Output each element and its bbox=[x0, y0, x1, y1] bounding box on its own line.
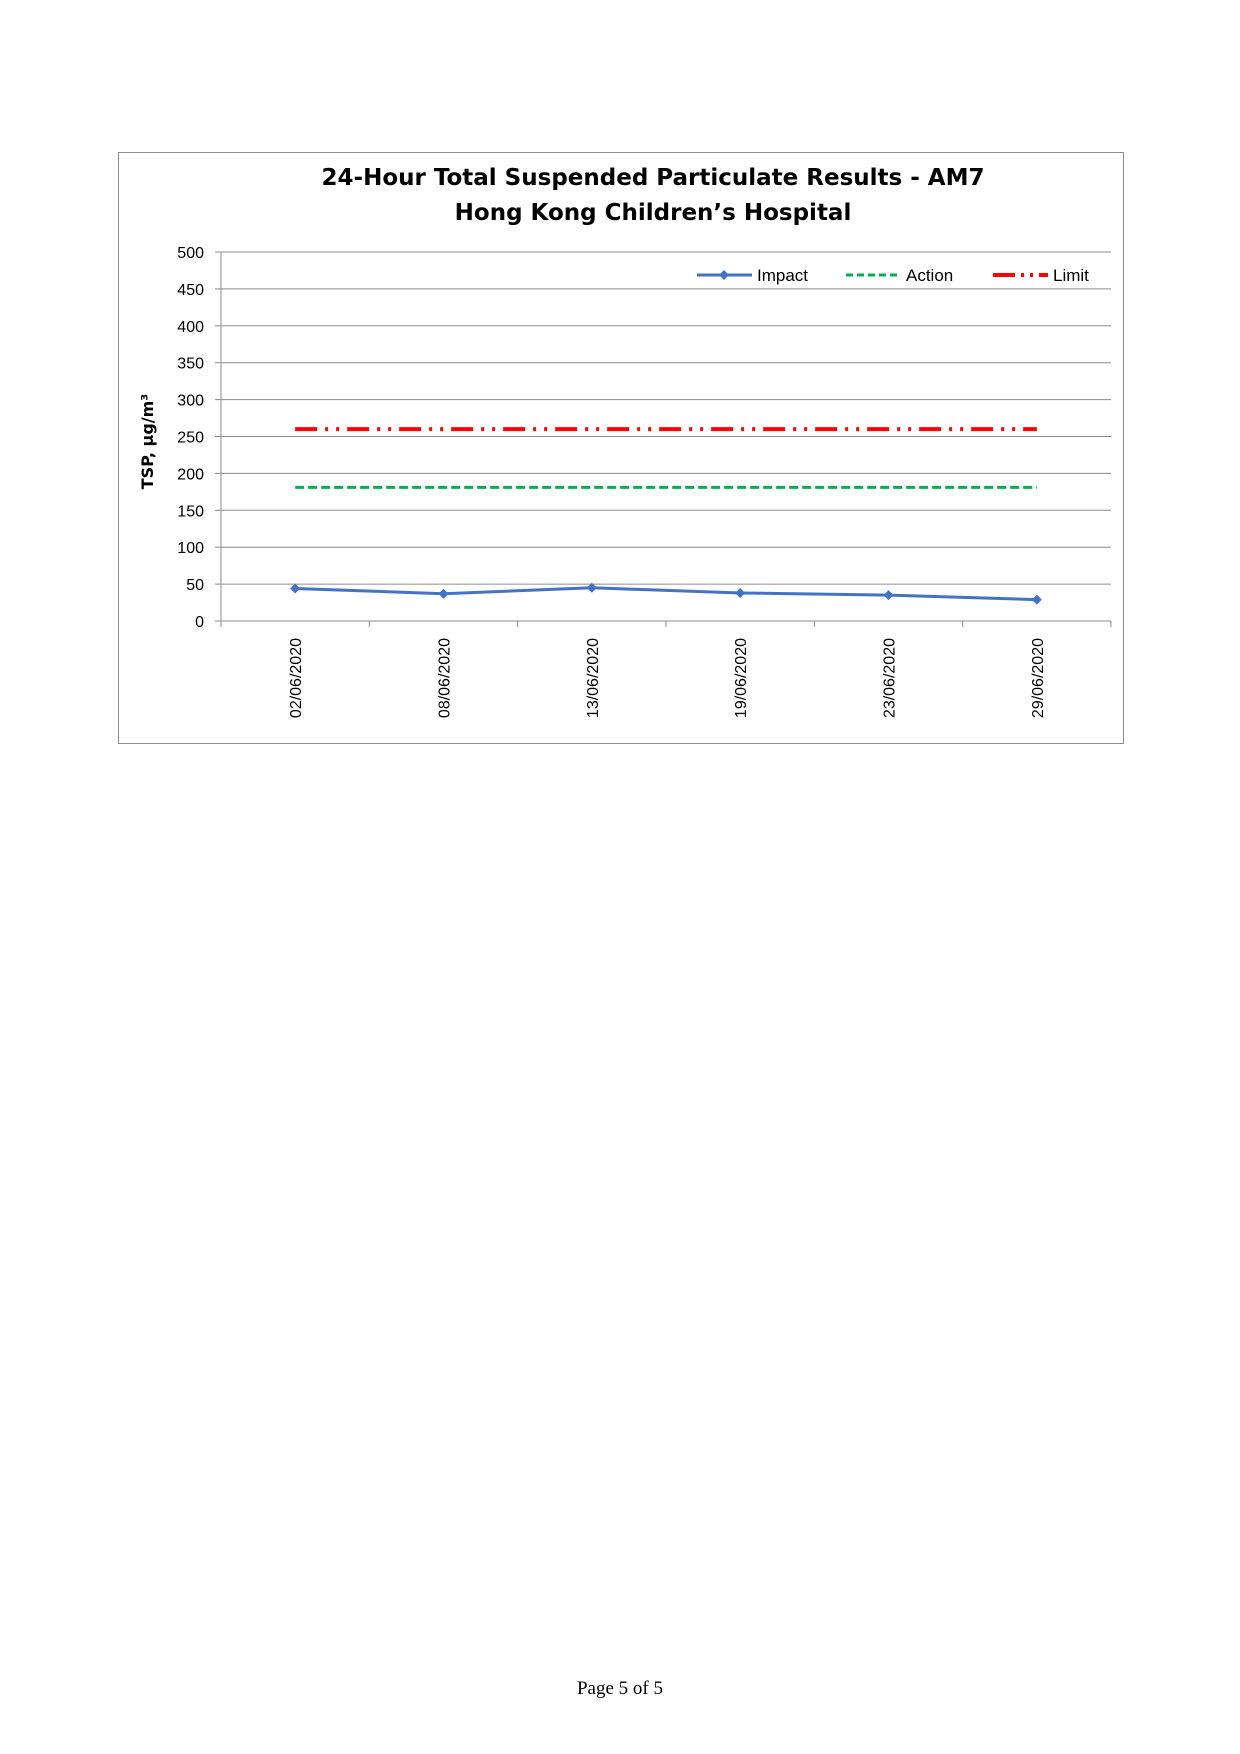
y-tick-label: 100 bbox=[177, 540, 204, 558]
y-tick-label: 450 bbox=[177, 281, 204, 299]
y-tick-label: 50 bbox=[186, 577, 204, 595]
legend-marker-impact bbox=[719, 270, 729, 280]
y-tick-label: 300 bbox=[177, 392, 204, 410]
y-tick-label: 400 bbox=[177, 318, 204, 336]
series bbox=[290, 429, 1042, 604]
y-axis-label: TSP, µg/m³ bbox=[138, 393, 157, 490]
chart-subtitle: Hong Kong Children’s Hospital bbox=[454, 200, 852, 226]
data-point-impact bbox=[884, 590, 894, 600]
x-tick-label: 08/06/2020 bbox=[436, 638, 454, 719]
x-tick-label: 02/06/2020 bbox=[288, 638, 306, 719]
legend bbox=[697, 266, 1089, 285]
y-tick-label: 0 bbox=[195, 614, 204, 631]
grid bbox=[221, 252, 1111, 584]
chart-title: 24-Hour Total Suspended Particulate Results - AM7 bbox=[321, 165, 985, 191]
y-tick-label: 200 bbox=[177, 466, 204, 484]
data-point-impact bbox=[1032, 595, 1042, 605]
y-tick-label: 500 bbox=[177, 245, 204, 262]
page-number: Page 5 of 5 bbox=[576, 1678, 663, 1699]
data-point-impact bbox=[439, 589, 449, 599]
y-tick-label: 350 bbox=[177, 355, 204, 373]
data-point-impact bbox=[290, 584, 300, 594]
x-tick-label: 23/06/2020 bbox=[881, 638, 899, 719]
y-tick-label: 150 bbox=[177, 503, 204, 521]
axes bbox=[177, 245, 1111, 718]
y-tick-label: 250 bbox=[177, 429, 204, 447]
series-line-impact bbox=[295, 588, 1037, 600]
legend-label-action: Action bbox=[906, 266, 954, 285]
x-tick-label: 29/06/2020 bbox=[1029, 638, 1047, 719]
x-tick-label: 13/06/2020 bbox=[584, 638, 602, 719]
x-tick-label: 19/06/2020 bbox=[733, 638, 751, 719]
data-point-impact bbox=[735, 588, 745, 598]
legend-label-limit: Limit bbox=[1053, 266, 1089, 285]
legend-label-impact: Impact bbox=[757, 266, 809, 285]
